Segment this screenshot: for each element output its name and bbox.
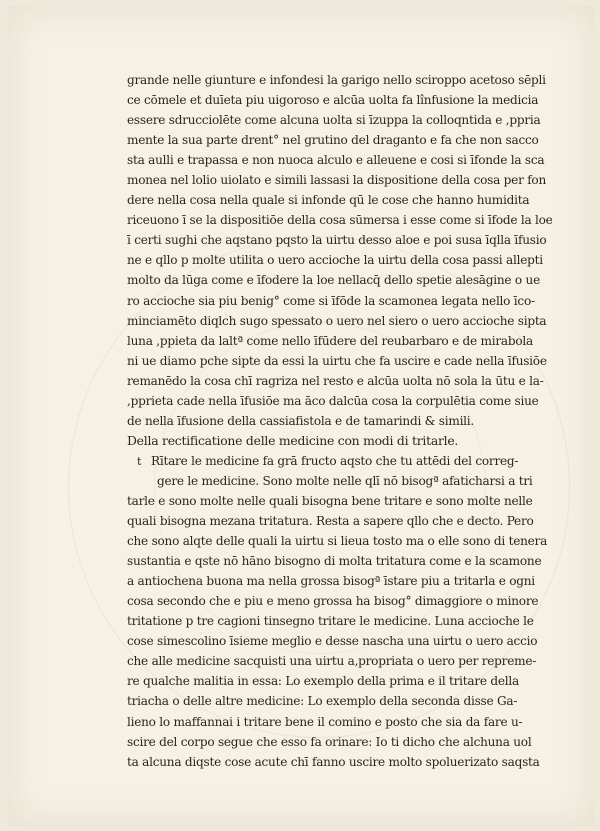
text-line: cose simescolino īsieme meglio e desse nascha una uirtu o uero accio [127, 634, 538, 649]
text-line: ro accioche sia piu benig° come si īfōde la scamonea legata nello īco- [127, 293, 535, 308]
text-line: scire del corpo segue che esso fa orinare: Io ti dicho che alchuna uol [127, 734, 532, 749]
text-line: quali bisogna mezana tritatura. Resta a sapere qllo che e decto. Pero [127, 514, 534, 529]
text-line: monea nel lolio uiolato e simili lassasi la dispositione della cosa per fon [127, 173, 546, 188]
text-line: che alle medicine sacquisti una uirtu a,propriata o uero per repreme- [127, 654, 537, 669]
text-line: mente la sua parte drent° nel grutino del draganto e fa che non sacco [127, 133, 539, 148]
text-line: minciamēto diqlch sugo spessato o uero nel siero o uero accioche sipta [127, 313, 547, 328]
page [8, 6, 594, 826]
section-heading: Della rectificatione delle medicine con modi di tritarle. [127, 432, 459, 448]
text-line: ī certi sughi che aqstano pqsto la uirtu desso aloe e poi susa īqlla īfusio [127, 233, 547, 248]
text-line: grande nelle giunture e infondesi la garigo nello sciroppo acetoso sēpli [127, 73, 546, 87]
text-line: lieno lo maffannai i tritare bene il comino e posto che sia da fare u- [127, 714, 523, 729]
text-line: essere sdrucciolēte come alcuna uolta si īzuppa la colloqntida e ,ppria [127, 113, 541, 128]
text-line: tarle e sono molte nelle quali bisogna bene tritare e sono molte nelle [127, 493, 533, 508]
text-line: sta aulli e trapassa e non nuoca alculo e alleuene e cosi si īfonde la sca [127, 153, 545, 168]
text-line: re qualche malitia in essa: Lo exemplo della prima e il tritare della [127, 674, 519, 689]
initial-guide-letter: t [137, 454, 142, 468]
text-line: de nella īfusione della cassiafistola e de tamarindi & simili. [127, 413, 475, 428]
text-line: ce cōmele et duīeta piu uigoroso e alcūa uolta fa lînfusione la medicia [127, 93, 539, 108]
text-line: luna ,ppieta da laltª come nello īfūdere del reubarbaro e de mirabola [127, 333, 533, 348]
text-line: ne e qllo p molte utilita o uero accioche la uirtu della cosa passi allepti [127, 253, 543, 268]
text-block [127, 70, 555, 772]
text-line-with-guide-letter [127, 451, 555, 471]
text-line: tritatione p tre cagioni tinsegno tritare le medicine. Luna accioche le [127, 614, 534, 629]
text-line: dere nella cosa nella quale si infonde qū le cose che hanno humidita [127, 193, 530, 208]
text-line-content: Rītare le medicine fa grā fructo aqsto che tu attēdi del correg- [151, 453, 519, 468]
text-line: che sono alqte delle quali la uirtu si lieua tosto ma o elle sono di tenera [127, 534, 548, 549]
text-line: ni ue diamo pche sipte da essi la uirtu che fa uscire e cade nella īfusiōe [127, 353, 547, 368]
text-line: riceuono ī se la dispositiōe della cosa sūmersa i esse come si īfode la loe [127, 213, 553, 228]
text-line: ,pprieta cade nella īfusiōe ma āco dalcūa cosa la corpulētia come siue [127, 393, 539, 408]
text-line: remanēdo la cosa chī ragriza nel resto e alcūa uolta nō sola la ūtu e la- [127, 373, 544, 388]
text-line: gere le medicine. Sono molte nelle qlī nō bisogª afaticharsi a tri [157, 473, 533, 488]
text-line: molto da lūga come e īfodere la loe nellacq̄ dello spetie alesāgine o ue [127, 273, 540, 288]
text-line: triacha o delle altre medicine: Lo exemplo della seconda disse Ga- [127, 694, 518, 709]
text-line: ta alcuna diqste cose acute chī fanno uscire molto spoluerizato saqsta [127, 754, 540, 769]
text-line: a antiochena buona ma nella grossa bisogª īstare piu a tritarla e ogni [127, 574, 535, 589]
text-line: cosa secondo che e piu e meno grossa ha bisog° dimaggiore o minore [127, 594, 539, 609]
text-line: sustantia e qste nō hāno bisogno di molta tritatura come e la scamone [127, 554, 542, 569]
